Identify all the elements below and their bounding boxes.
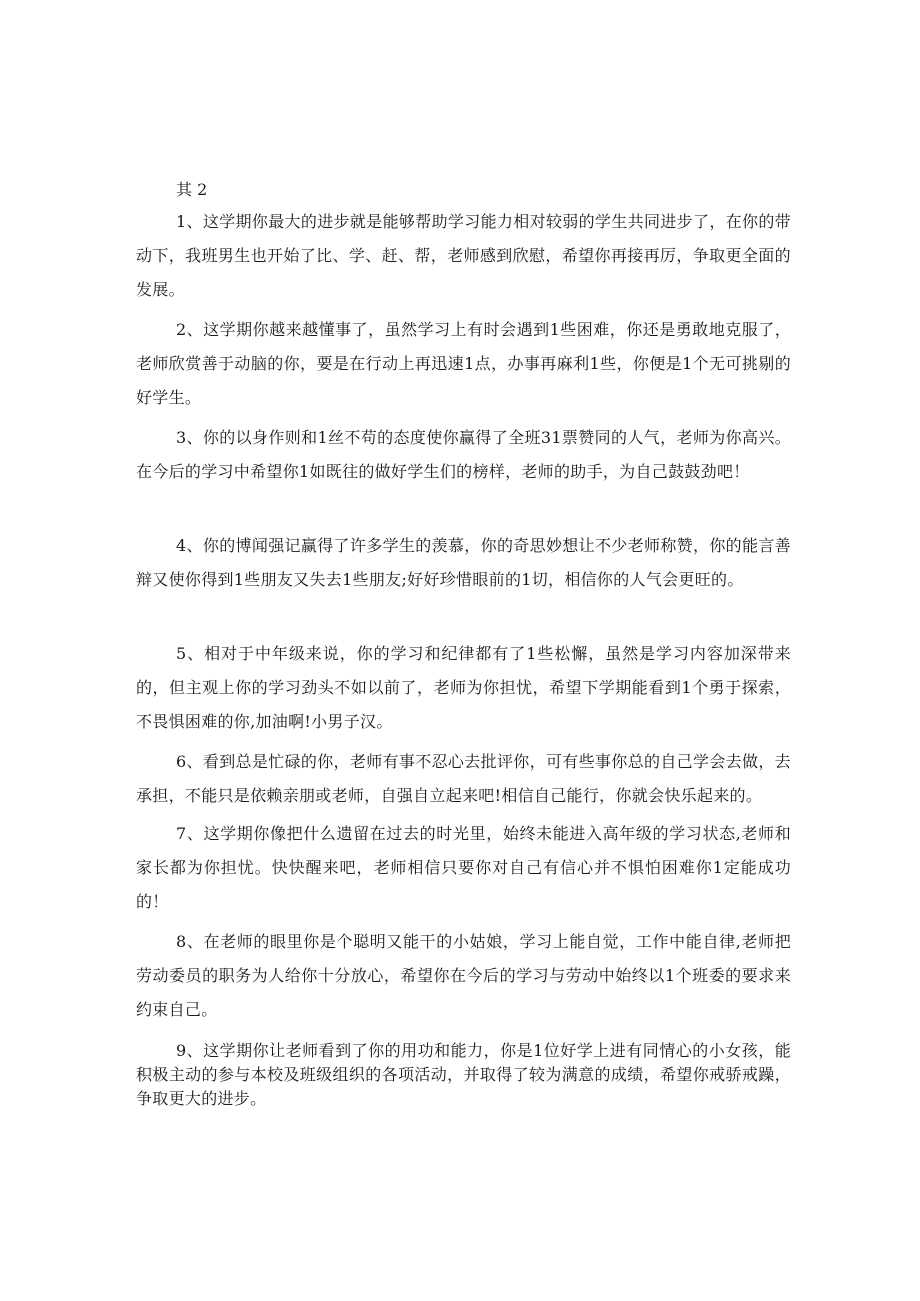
comment-paragraph-9: 9、这学期你让老师看到了你的用功和能力，你是1位好学上进有同情心的小女孩，能积极主动的参与本校及班级组织的各项活动，并取得了较为满意的成绩，希望你戒骄戒躁，争取更大的进步。 [136,1041,791,1108]
comment-paragraph-5: 5、相对于中年级来说，你的学习和纪律都有了1些松懈，虽然是学习内容加深带来的，但主观上你的学习劲头不如以前了，老师为你担忧，希望下学期能看到1个勇于探索，不畏惧困难的你,加油啊!小男子汉。 [136,644,791,731]
comment-paragraph-2: 2、这学期你越来越懂事了，虽然学习上有时会遇到1些困难，你还是勇敢地克服了，老师欣赏善于动脑的你，要是在行动上再迅速1点，办事再麻利1些，你便是1个无可挑剔的好学生。 [136,320,791,407]
comment-paragraph-1: 1、这学期你最大的进步就是能够帮助学习能力相对较弱的学生共同进步了，在你的带动下，我班男生也开始了比、学、赶、帮，老师感到欣慰，希望你再接再厉，争取更全面的发展。 [136,212,791,299]
comment-paragraph-7: 7、这学期你像把什么遗留在过去的时光里，始终未能进入高年级的学习状态,老师和家长都为你担忧。快快醒来吧，老师相信只要你对自己有信心并不惧怕困难你1定能成功的！ [136,824,791,911]
comment-paragraph-4: 4、你的博闻强记赢得了许多学生的羡慕，你的奇思妙想让不少老师称赞，你的能言善辩又使你得到1些朋友又失去1些朋友;好好珍惜眼前的1切，相信你的人气会更旺的。 [136,536,791,589]
comment-paragraph-3: 3、你的以身作则和1丝不苟的态度使你赢得了全班31票赞同的人气，老师为你高兴。在今后的学习中希望你1如既往的做好学生们的榜样，老师的助手，为自己鼓鼓劲吧！ [136,428,791,481]
comment-paragraph-8: 8、在老师的眼里你是个聪明又能干的小姑娘，学习上能自觉，工作中能自律,老师把劳动委员的职务为人给你十分放心，希望你在今后的学习与劳动中始终以1个班委的要求来约束自己。 [136,932,791,1019]
section-heading: 其 2 [176,180,208,199]
comment-paragraph-6: 6、看到总是忙碌的你，老师有事不忍心去批评你，可有些事你总的自己学会去做，去承担，不能只是依赖亲朋或老师，自强自立起来吧!相信自己能行，你就会快乐起来的。 [136,752,791,805]
